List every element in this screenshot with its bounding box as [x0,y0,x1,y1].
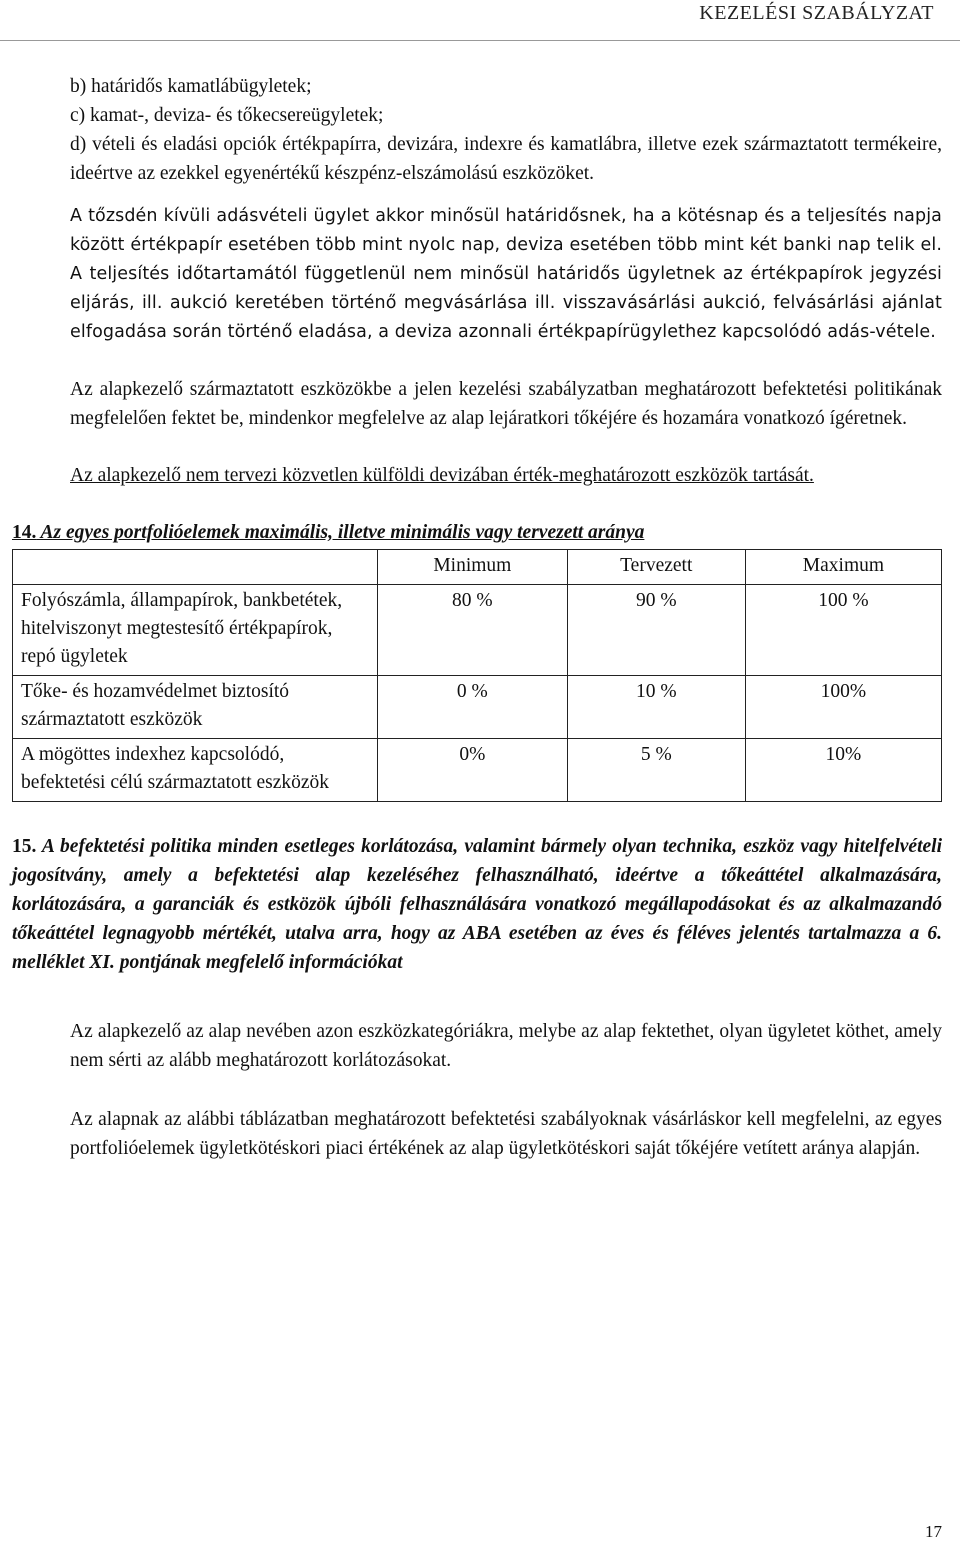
paragraph-otc-forward: A tőzsdén kívüli adásvételi ügylet akkor minősül határidősnek, ha a kötésnap és a teljesítés napja között értékpapír esetében több mint nyolc nap, deviza esetében több mint két banki nap telik el. A teljesítés időtartamától függetlenül nem minősül határidős ügyletnek az értékpapírok jegyzési eljárás, ill. aukció keretében történő megvásárlása ill. visszavásárlási aukció, felvásárlási ajánlat elfogadása során történő eladása, a deviza azonnali értékpapírügylethez kapcsolódó adás-vétele. [70,206,942,342]
paragraph-derivatives: Az alapkezelő származtatott eszközökbe a jelen kezelési szabályzatban meghatározott befektetési politikának megfelelően fektet be, mindenkor megfelelve az alap lejáratkori tőkéjére és hozamára vonatkozó ígéretnek. [70,379,942,429]
paragraph-fx-holdings: Az alapkezelő nem tervezi közvetlen külföldi devizában érték-meghatározott eszközök tartását. [70,465,814,486]
paragraph-transaction-rules: Az alapkezelő az alap nevében azon eszközkategóriákra, melybe az alap fektethet, olyan ügyletet köthet, amely nem sérti az alább meghatározott korlátozásokat. [70,1021,942,1071]
row-label: Folyószámla, állampapírok, bankbetétek, hitelviszonyt megtestesítő értékpapírok, repó ügyletek [13,585,378,676]
row-minimum: 80 % [378,585,568,676]
row-minimum: 0 % [378,676,568,739]
header-divider [0,40,960,41]
table-header-planned: Tervezett [567,550,745,585]
section-15-heading [12,832,942,977]
row-minimum: 0% [378,739,568,802]
table-header-blank [13,550,378,585]
paragraph-purchase-rules: Az alapnak az alábbi táblázatban meghatározott befektetési szabályoknak vásárláskor kell megfelelni, az egyes portfolióelemek ügyletkötéskori piaci értékének az alap ügyletkötéskori saját tőkéjére vetített aránya alapján. [70,1109,942,1159]
table-row [13,585,942,676]
row-label: Tőke- és hozamvédelmet biztosító származtatott eszközök [13,676,378,739]
table-row [13,739,942,802]
list-item-d: d) vételi és eladási opciók értékpapírra, devizára, indexre és kamatlábra, illetve ezek származtatott termékeire, ideértve az ezekkel egyenértékű készpénz-elszámolású eszközöket. [70,134,942,184]
section-15-title: A befektetési politika minden esetleges korlátozása, valamint bármely olyan technika, eszköz vagy hitelfelvételi jogosítvány, amely a befektetési alap kezeléséhez felhasználható, ideértve a tőkeáttétel alkalmazására, korlátozására, a garanciák és estközök újbóli felhasználására vonatkozó megállapodásokat és az alkalmazandó tőkeáttétel legnagyobb mértékét, utalva arra, hogy az ABA esetében az éves és féléves jelentés tartalmazza a 6. melléklet XI. pontjának megfelelő információkat [12,836,943,973]
table-header-row [13,550,942,585]
row-maximum: 100% [745,676,941,739]
row-label: A mögöttes indexhez kapcsolódó, befektetési célú származtatott eszközök [13,739,378,802]
portfolio-allocation-table [12,549,942,802]
table-header-maximum: Maximum [745,550,941,585]
section-15-number: 15. [12,836,37,857]
row-planned: 10 % [567,676,745,739]
page-header-title: KEZELÉSI SZABÁLYZAT [699,2,934,24]
section-14-title: Az egyes portfolióelemek maximális, illetve minimális vagy tervezett aránya [40,522,645,543]
list-item-c: c) kamat-, deviza- és tőkecsereügyletek; [70,105,384,126]
section-14-heading [12,518,942,547]
row-planned: 5 % [567,739,745,802]
document-body [12,72,943,1163]
row-maximum: 10% [745,739,941,802]
row-maximum: 100 % [745,585,941,676]
table-row [13,676,942,739]
page-number: 17 [925,1522,942,1541]
row-planned: 90 % [567,585,745,676]
section-14-number: 14. [12,522,37,543]
list-item-b: b) határidős kamatlábügyletek; [70,76,312,97]
table-header-minimum: Minimum [378,550,568,585]
